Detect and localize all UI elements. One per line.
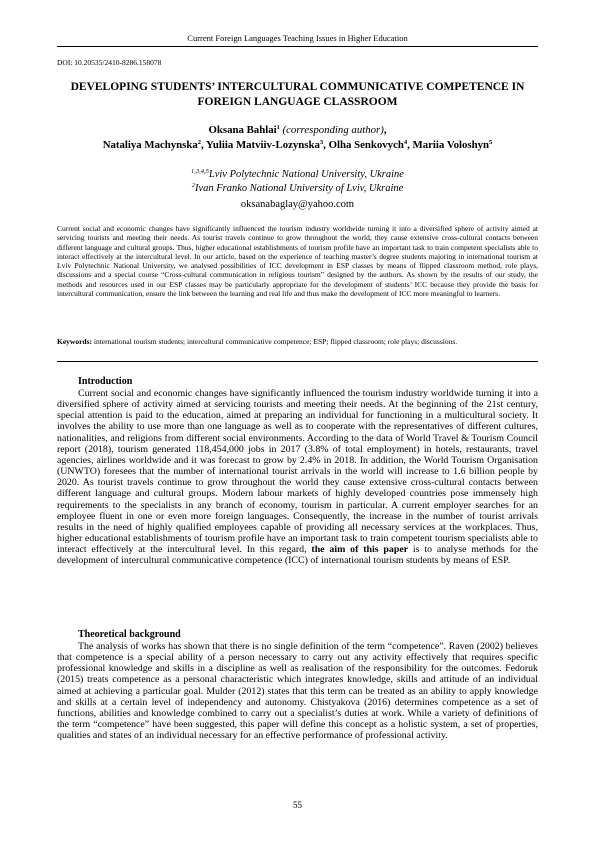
header-rule <box>57 46 538 47</box>
author-4-sup: 4 <box>403 139 408 146</box>
section-rule <box>57 361 538 362</box>
author-separator: , <box>407 139 413 151</box>
corresponding-author-note: (corresponding author) <box>282 124 384 136</box>
keywords-label: Keywords: <box>57 337 92 346</box>
author-3-sup: 3 <box>319 139 324 146</box>
abstract: Current social and economic changes have significantly influenced the tourism industry worldwide turning it into a diversified sphere of activity aimed at servicing tourists and meeting their needs. As tourist travels continue to grow throughout the world, they cause extensive cross-cultural contacts between different language and cultural groups. Thus, higher educational establishments of tourism profile have an important task to train competent specialists able to interact effectively at the intercultural level. In our article, based on the experience of teaching master’s degree students majoring in international tourism at Lviv Polytechnic National University, we analysed possibilities of ICC development in ESP classes by means of flipped classroom method, role plays, discussions and a special course “Cross-cultural communication in religious tourism” designed by the authors. As shown by the results of our study, the methods and resources used in our ESP classes may be particularly appropriate for the development of students’ ICC because they provide the basis for intercultural communication, ensure the link between the learning and real life and thus make the development of ICC more meaningful to learners. <box>57 224 538 299</box>
theoretical-background-paragraph: The analysis of works has shown that there is no single definition of the term “competence”. Raven (2002) believes that competence is a special ability of a person necessary to carry out any activity effectively that requires specific professional knowledge and skills in a discipline as well as realisation of the responsibility for the outcomes. Fedoruk (2015) treats competence as a personal characteristic which integrates knowledge, skills and attitude of an individual aimed at achieving a particular goal. Mulder (2012) states that this term can be treated as an ability to apply knowledge and skills at a certain level of independency and autonomy. Chistyakova (2016) determines competence as a set of functions, abilities and knowledge combined to carry out a specialist’s duties at work. While a variety of definitions of the term “competence” have been suggested, this paper will define this concept as a holistic system, a set of properties, qualities and states of an individual necessary for an effective performance of professional activity. <box>57 641 538 742</box>
theoretical-background-heading: Theoretical background <box>78 629 181 640</box>
page-number: 55 <box>293 800 302 810</box>
introduction-paragraph <box>57 388 538 567</box>
keywords-text: international tourism students; intercultural communicative competence; ESP; flipped classroom; role plays; discussions. <box>92 337 458 346</box>
author-5-name: Mariia Voloshyn <box>412 139 490 151</box>
affiliation-1-sup: 1,3,4,5 <box>191 168 209 175</box>
title-line-2: FOREIGN LANGUAGE CLASSROOM <box>197 95 398 108</box>
introduction-text-1: Current social and economic changes have significantly influenced the tourism industry worldwide turning it into a diversified sphere of activity aimed at servicing tourists and meeting their needs. At the beginning of the 21st century, special attention is paid to the education, aimed at preparing an individual for functioning in a multicultural society. It involves the ability to use more than one language as well as to cooperate with the representatives of different cultures, nationalities, and religions from different social environments. According to the data of World Travel & Tourism Council report (2018), tourism generated 118,454,000 jobs in 2017 (3.8% of total employment) in hotels, restaurants, travel agencies, airlines worldwide and it was forecast to grow by 2.4% in 2018. In addition, the World Tourism Organisation (UNWTO) foresees that the number of international tourist arrivals in the world will increase to 1.6 billion people by 2020. As tourist travels continue to grow throughout the world they cause extensive cross-cultural contacts between different language and cultural groups. Modern labour markets of highly developed countries pose immensely high requirements to the specialists in any branch of economy, tourism in particular. A current employer searches for an employee fluent in one or even more foreign languages. Consequently, the increase in the number of tourist arrivals results in the need of highly qualified employees capable of providing all necessary services at the workplaces. Thus, higher educational establishments of tourism profile have an important task to train competent tourism specialists able to interact effectively at the intercultural level. In this regard, <box>57 388 538 556</box>
doi: DOI: 10.20535/2410-8286.158078 <box>57 58 162 67</box>
author-1-separator: , <box>383 124 387 136</box>
author-5-sup: 5 <box>489 139 493 146</box>
affiliation-2-text: Ivan Franko National University of Lviv, Ukraine <box>194 183 404 194</box>
authors-line-1 <box>57 123 538 138</box>
affiliation-2-sup: 2 <box>191 182 195 189</box>
introduction-aim-bold: the aim of this paper <box>311 544 409 556</box>
author-2-sup: 2 <box>197 139 202 146</box>
author-2-name: Nataliya Machynska <box>102 139 198 151</box>
introduction-heading: Introduction <box>78 376 133 387</box>
author-separator: , <box>323 139 329 151</box>
author-4-name: Olha Senkovych <box>328 139 404 151</box>
affiliation-1-text: Lviv Polytechnic National University, Ukraine <box>208 169 404 180</box>
author-1-sup: 1 <box>276 124 280 131</box>
title-line-1: DEVELOPING STUDENTS’ INTERCULTURAL COMMUNICATIVE COMPETENCE IN <box>70 81 525 93</box>
running-header: Current Foreign Languages Teaching Issues in Higher Education <box>187 33 408 43</box>
affiliation-2 <box>57 182 538 196</box>
contact-email[interactable]: oksanabaglay@yahoo.com <box>240 199 355 210</box>
introduction-text-2: is to analyse methods for the development of intercultural communicative competence (ICC) of international tourism students by means of ESP. <box>57 544 538 567</box>
author-separator: , <box>201 139 207 151</box>
affiliations <box>57 168 538 196</box>
author-3-name: Yuliia Matviiv-Lozynska <box>206 139 320 151</box>
affiliation-1 <box>57 168 538 182</box>
author-1-name: Oksana Bahlai <box>208 124 277 136</box>
keywords <box>57 337 538 346</box>
authors-line-2 <box>57 138 538 153</box>
paper-title <box>57 80 538 109</box>
author-list <box>57 123 538 153</box>
